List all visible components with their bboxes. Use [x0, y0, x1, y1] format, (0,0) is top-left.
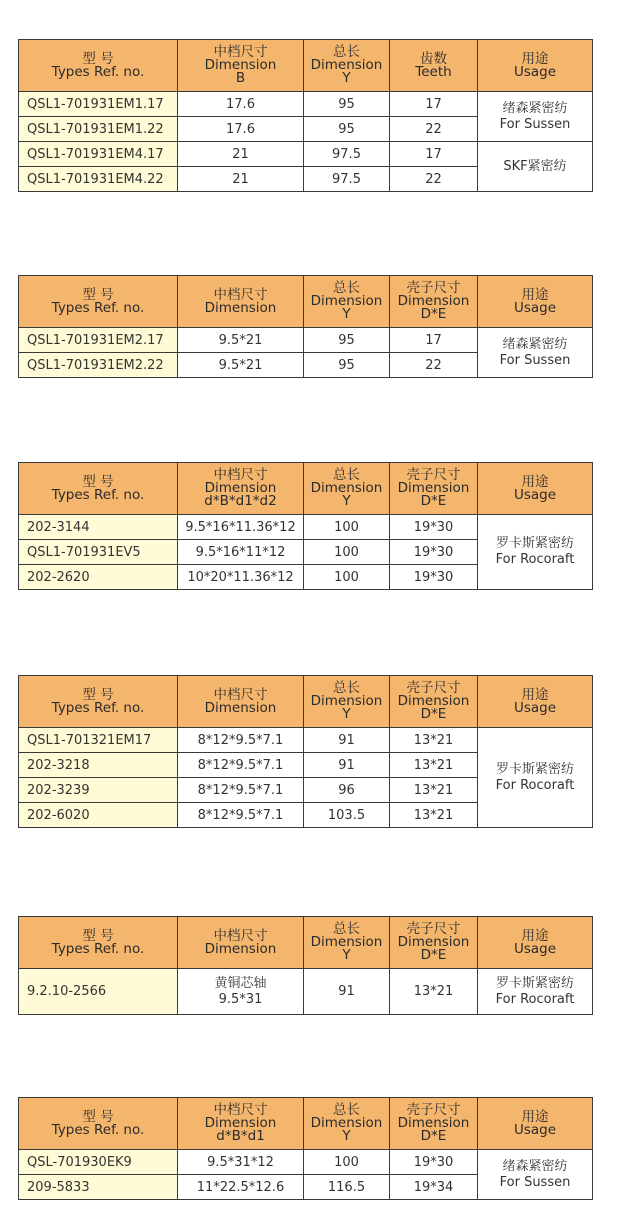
- header-dimension: 中档尺寸 Dimension: [178, 676, 304, 728]
- header-dimension: 中档尺寸 Dimension: [178, 917, 304, 969]
- cell-teeth: 17: [390, 92, 478, 117]
- header-usage: 用途 Usage: [478, 676, 593, 728]
- cell-shell-size: 13*21: [390, 969, 478, 1015]
- cell-model: QSL1-701931EM2.22: [19, 353, 178, 378]
- cell-dimension: 8*12*9.5*7.1: [178, 778, 304, 803]
- cell-teeth: 22: [390, 117, 478, 142]
- header-length: 总长 Dimension Y: [304, 1098, 390, 1150]
- cell-usage: SKF紧密纺: [478, 142, 593, 192]
- cell-dimension: 8*12*9.5*7.1: [178, 728, 304, 753]
- header-model: 型 号 Types Ref. no.: [19, 463, 178, 515]
- cell-teeth: 17: [390, 142, 478, 167]
- cell-length: 95: [304, 117, 390, 142]
- table-row: [19, 142, 593, 167]
- cell-shell-size: 17: [390, 328, 478, 353]
- cell-dimension: 17.6: [178, 117, 304, 142]
- cell-length: 97.5: [304, 142, 390, 167]
- table-row: [19, 328, 593, 353]
- cell-model: QSL1-701931EV5: [19, 540, 178, 565]
- cell-shell-size: 13*21: [390, 753, 478, 778]
- cell-dimension: 17.6: [178, 92, 304, 117]
- cell-usage: 罗卡斯紧密纺 For Rocoraft: [478, 515, 593, 590]
- cell-dimension: 9.5*21: [178, 328, 304, 353]
- table-row: [19, 515, 593, 540]
- header-dimension: 中档尺寸 Dimension: [178, 276, 304, 328]
- header-usage: 用途 Usage: [478, 1098, 593, 1150]
- header-length: 总长 Dimension Y: [304, 463, 390, 515]
- header-model: 型 号 Types Ref. no.: [19, 40, 178, 92]
- cell-length: 95: [304, 353, 390, 378]
- cell-model: 202-6020: [19, 803, 178, 828]
- header-length: 总长 Dimension Y: [304, 40, 390, 92]
- cell-model: 209-5833: [19, 1175, 178, 1200]
- cell-dimension: 21: [178, 142, 304, 167]
- cell-dimension: 9.5*21: [178, 353, 304, 378]
- cell-usage: 罗卡斯紧密纺 For Rocoraft: [478, 969, 593, 1015]
- cell-length: 100: [304, 565, 390, 590]
- cell-shell-size: 19*30: [390, 565, 478, 590]
- cell-model: QSL1-701931EM4.22: [19, 167, 178, 192]
- cell-length: 97.5: [304, 167, 390, 192]
- header-length: 总长 Dimension Y: [304, 917, 390, 969]
- cell-usage: 绪森紧密纺 For Sussen: [478, 92, 593, 142]
- spec-table-1: [18, 39, 593, 192]
- header-shell-size: 壳子尺寸 Dimension D*E: [390, 676, 478, 728]
- header-model: 型 号 Types Ref. no.: [19, 1098, 178, 1150]
- cell-dimension: 8*12*9.5*7.1: [178, 803, 304, 828]
- cell-shell-size: 13*21: [390, 778, 478, 803]
- spec-table-6: [18, 1097, 593, 1200]
- cell-shell-size: 19*30: [390, 515, 478, 540]
- cell-dimension: 11*22.5*12.6: [178, 1175, 304, 1200]
- cell-model: QSL1-701931EM1.17: [19, 92, 178, 117]
- cell-dimension: 9.5*16*11.36*12: [178, 515, 304, 540]
- cell-usage: 绪森紧密纺 For Sussen: [478, 1150, 593, 1200]
- header-dimension: 中档尺寸 Dimension d*B*d1*d2: [178, 463, 304, 515]
- cell-length: 116.5: [304, 1175, 390, 1200]
- cell-shell-size: 19*30: [390, 1150, 478, 1175]
- cell-model: QSL1-701931EM1.22: [19, 117, 178, 142]
- header-shell-size: 壳子尺寸 Dimension D*E: [390, 463, 478, 515]
- cell-dimension: 9.5*16*11*12: [178, 540, 304, 565]
- cell-length: 91: [304, 728, 390, 753]
- table-row: [19, 728, 593, 753]
- cell-model: QSL1-701931EM4.17: [19, 142, 178, 167]
- cell-usage: 绪森紧密纺 For Sussen: [478, 328, 593, 378]
- header-shell-size: 壳子尺寸 Dimension D*E: [390, 276, 478, 328]
- cell-length: 103.5: [304, 803, 390, 828]
- header-usage: 用途 Usage: [478, 40, 593, 92]
- cell-teeth: 22: [390, 167, 478, 192]
- cell-model: QSL1-701931EM2.17: [19, 328, 178, 353]
- cell-model: 202-3218: [19, 753, 178, 778]
- cell-shell-size: 22: [390, 353, 478, 378]
- cell-shell-size: 19*34: [390, 1175, 478, 1200]
- cell-length: 100: [304, 540, 390, 565]
- spec-table-5: [18, 916, 593, 1015]
- cell-model: QSL-701930EK9: [19, 1150, 178, 1175]
- table-row: [19, 92, 593, 117]
- cell-length: 100: [304, 515, 390, 540]
- header-dimension: 中档尺寸 Dimension d*B*d1: [178, 1098, 304, 1150]
- spec-table-3: [18, 462, 593, 590]
- header-model: 型 号 Types Ref. no.: [19, 917, 178, 969]
- header-dimension: 中档尺寸 Dimension B: [178, 40, 304, 92]
- cell-length: 91: [304, 969, 390, 1015]
- cell-model: 202-3239: [19, 778, 178, 803]
- cell-length: 96: [304, 778, 390, 803]
- header-length: 总长 Dimension Y: [304, 276, 390, 328]
- cell-shell-size: 13*21: [390, 728, 478, 753]
- header-model: 型 号 Types Ref. no.: [19, 676, 178, 728]
- header-usage: 用途 Usage: [478, 917, 593, 969]
- header-shell-size: 壳子尺寸 Dimension D*E: [390, 917, 478, 969]
- cell-length: 100: [304, 1150, 390, 1175]
- header-shell-size: 壳子尺寸 Dimension D*E: [390, 1098, 478, 1150]
- table-row: [19, 969, 593, 1015]
- header-teeth: 齿数 Teeth: [390, 40, 478, 92]
- cell-model: 202-3144: [19, 515, 178, 540]
- cell-length: 95: [304, 92, 390, 117]
- header-length: 总长 Dimension Y: [304, 676, 390, 728]
- cell-model: 9.2.10-2566: [19, 969, 178, 1015]
- cell-dimension: 9.5*31*12: [178, 1150, 304, 1175]
- table-row: [19, 1150, 593, 1175]
- cell-dimension: 10*20*11.36*12: [178, 565, 304, 590]
- cell-shell-size: 13*21: [390, 803, 478, 828]
- cell-dimension: 21: [178, 167, 304, 192]
- cell-shell-size: 19*30: [390, 540, 478, 565]
- cell-length: 95: [304, 328, 390, 353]
- cell-model: 202-2620: [19, 565, 178, 590]
- cell-dimension: 8*12*9.5*7.1: [178, 753, 304, 778]
- cell-usage: 罗卡斯紧密纺 For Rocoraft: [478, 728, 593, 828]
- header-usage: 用途 Usage: [478, 463, 593, 515]
- spec-table-2: [18, 275, 593, 378]
- cell-dimension: 黄铜芯轴 9.5*31: [178, 969, 304, 1015]
- cell-length: 91: [304, 753, 390, 778]
- header-usage: 用途 Usage: [478, 276, 593, 328]
- spec-table-4: [18, 675, 593, 828]
- header-model: 型 号 Types Ref. no.: [19, 276, 178, 328]
- cell-model: QSL1-701321EM17: [19, 728, 178, 753]
